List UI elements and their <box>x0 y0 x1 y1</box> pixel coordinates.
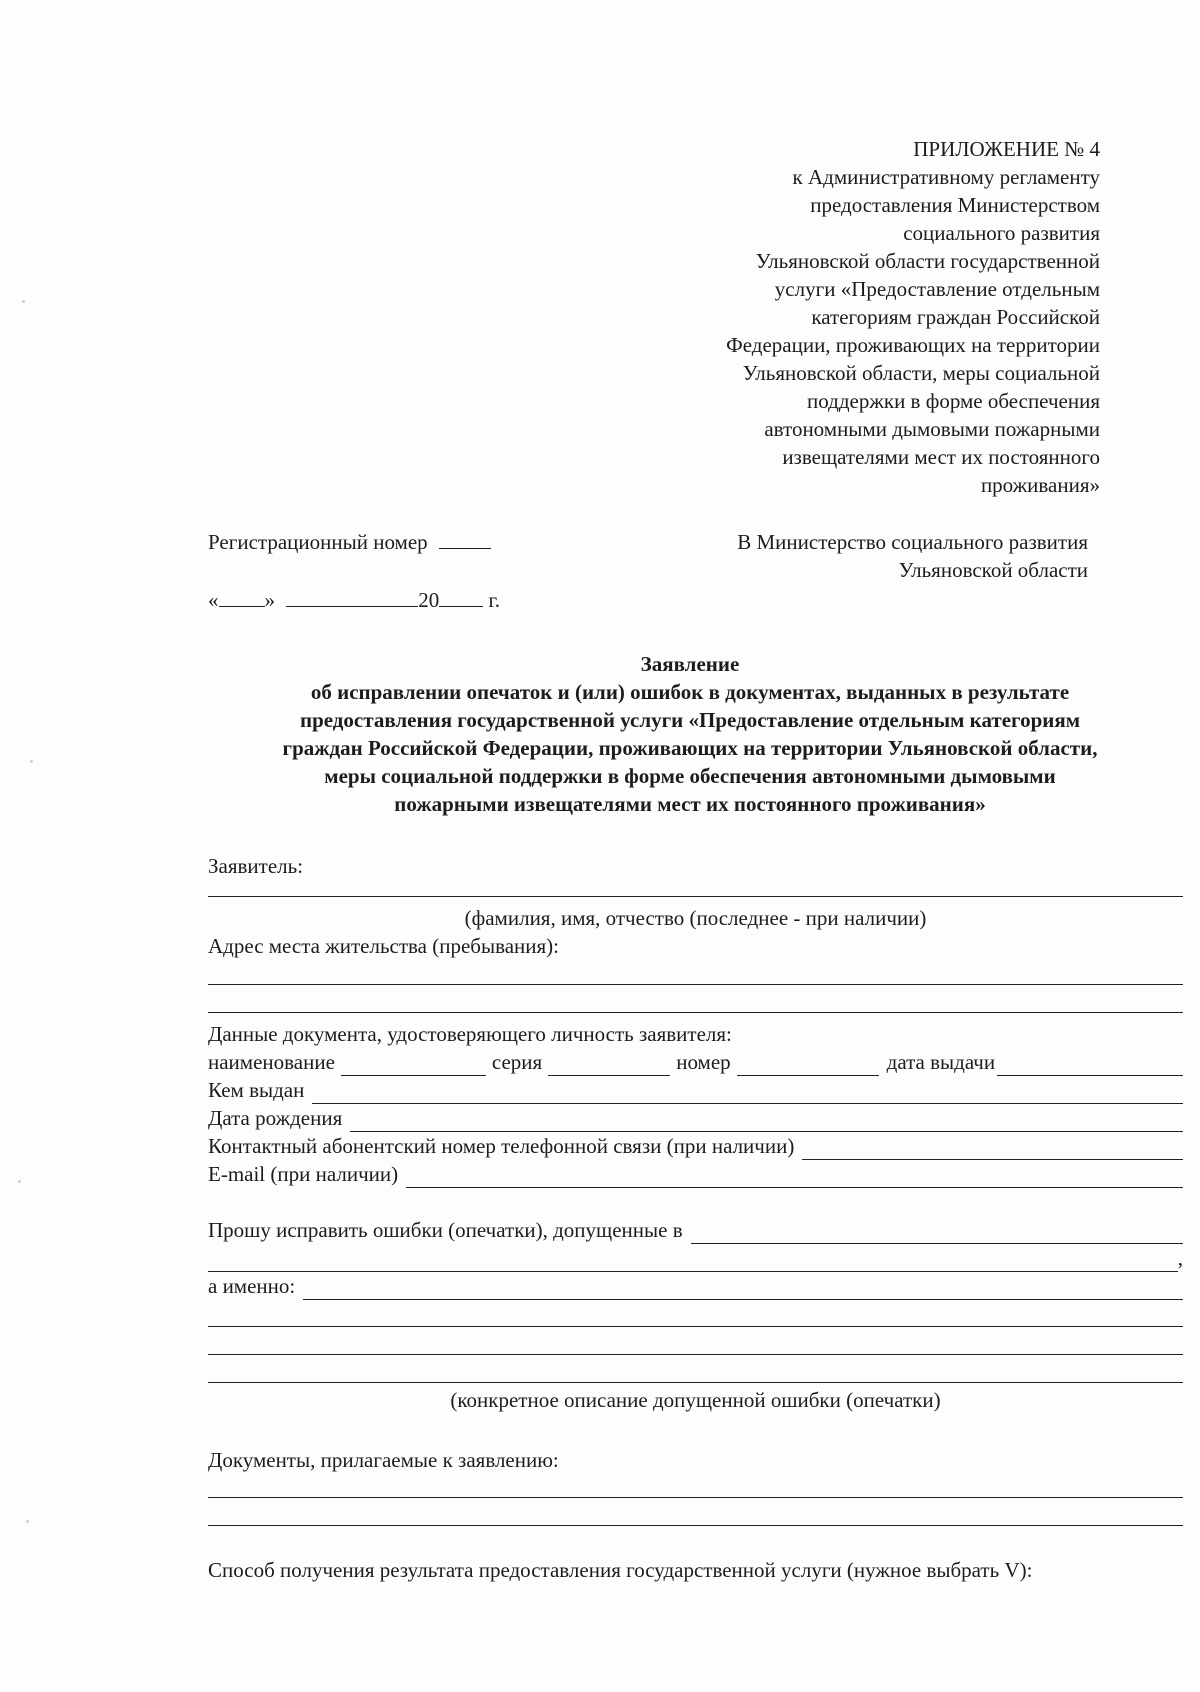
day-field[interactable] <box>219 586 265 607</box>
error-description-field[interactable] <box>303 1279 1183 1300</box>
appendix-line: к Административному регламенту <box>792 165 1100 189</box>
attachments-field[interactable] <box>208 1525 1183 1526</box>
identity-document-row <box>208 1048 1183 1076</box>
title-line: граждан Российской Федерации, проживающих на территории Ульяновской области, <box>282 736 1098 760</box>
scan-speck <box>26 1520 29 1523</box>
namely-label: а именно: <box>208 1274 296 1298</box>
month-field[interactable] <box>286 586 418 607</box>
issue-date-label: дата выдачи <box>886 1050 996 1074</box>
scan-speck <box>18 1180 21 1183</box>
registration-number-field[interactable] <box>439 528 491 549</box>
error-description-field[interactable] <box>208 1382 1183 1383</box>
date-close-quote: » <box>264 588 275 612</box>
attachments-field[interactable] <box>208 1497 1183 1498</box>
birth-date-row <box>208 1104 1183 1132</box>
request-document-field[interactable] <box>691 1223 1183 1244</box>
year-field[interactable] <box>439 586 483 607</box>
appendix-line: услуги «Предоставление отдельным <box>774 277 1100 301</box>
error-description-field[interactable] <box>208 1326 1183 1327</box>
document-title <box>200 650 1180 818</box>
phone-field[interactable] <box>802 1139 1183 1160</box>
registration-label: Регистрационный номер <box>208 530 428 554</box>
namely-row <box>208 1272 1183 1300</box>
appendix-header <box>580 135 1100 499</box>
document-name-label: наименование <box>208 1050 335 1074</box>
request-comma: , <box>1177 1246 1183 1270</box>
address-field[interactable] <box>208 984 1183 985</box>
scan-speck <box>22 300 25 303</box>
attachments-label: Документы, прилагаемые к заявлению: <box>208 1448 559 1472</box>
birth-date-label: Дата рождения <box>208 1106 343 1130</box>
number-label: номер <box>676 1050 731 1074</box>
scan-speck <box>30 760 33 763</box>
appendix-line: ПРИЛОЖЕНИЕ № 4 <box>913 137 1100 161</box>
issued-by-row <box>208 1076 1183 1104</box>
addressee-line: Ульяновской области <box>898 558 1088 582</box>
identity-heading: Данные документа, удостоверяющего личность заявителя: <box>208 1022 732 1046</box>
request-row <box>208 1216 1183 1244</box>
phone-row <box>208 1132 1183 1160</box>
appendix-line: Ульяновской области государственной <box>755 249 1100 273</box>
appendix-line: поддержки в форме обеспечения <box>807 389 1100 413</box>
document-name-field[interactable] <box>341 1055 486 1076</box>
error-description-hint: (конкретное описание допущенной ошибки (опечатки) <box>450 1388 941 1412</box>
phone-label: Контактный абонентский номер телефонной связи (при наличии) <box>208 1134 795 1158</box>
appendix-line: категориям граждан Российской <box>811 305 1100 329</box>
year-suffix: г. <box>488 588 500 612</box>
email-row <box>208 1160 1183 1188</box>
appendix-line: проживания» <box>980 473 1100 497</box>
registration-number <box>208 528 491 556</box>
title-line: меры социальной поддержки в форме обеспечения автономными дымовыми <box>324 764 1056 788</box>
title-line: пожарными извещателями мест их постоянного проживания» <box>394 792 986 816</box>
addressee-line: В Министерство социального развития <box>737 530 1088 554</box>
series-field[interactable] <box>548 1055 670 1076</box>
addressee <box>737 528 1088 584</box>
date-line <box>208 586 500 614</box>
request-document-field-continued[interactable] <box>208 1251 1178 1272</box>
applicant-name-hint: (фамилия, имя, отчество (последнее - при наличии) <box>464 906 927 930</box>
appendix-line: извещателями мест их постоянного <box>782 445 1100 469</box>
applicant-label: Заявитель: <box>208 854 304 878</box>
birth-date-field[interactable] <box>350 1111 1183 1132</box>
request-continuation-row <box>208 1244 1183 1272</box>
address-label: Адрес места жительства (пребывания): <box>208 934 560 958</box>
appendix-line: Федерации, проживающих на территории <box>726 333 1100 357</box>
number-field[interactable] <box>737 1055 879 1076</box>
request-label: Прошу исправить ошибки (опечатки), допущенные в <box>208 1218 683 1242</box>
issued-by-field[interactable] <box>312 1083 1183 1104</box>
issued-by-label: Кем выдан <box>208 1078 305 1102</box>
date-open-quote: « <box>208 588 219 612</box>
title-line: об исправлении опечаток и (или) ошибок в документах, выданных в результате <box>310 680 1070 704</box>
applicant-name-field[interactable] <box>208 896 1183 897</box>
appendix-line: автономными дымовыми пожарными <box>764 417 1100 441</box>
title-line: предоставления государственной услуги «Предоставление отдельным категориям <box>299 708 1081 732</box>
email-field[interactable] <box>406 1167 1183 1188</box>
series-label: серия <box>491 1050 543 1074</box>
issue-date-field[interactable] <box>997 1055 1183 1076</box>
title-line: Заявление <box>640 652 740 676</box>
delivery-method-label: Способ получения результата предоставления государственной услуги (нужное выбрать V): <box>208 1558 1033 1582</box>
year-prefix: 20 <box>418 588 440 612</box>
appendix-line: социального развития <box>903 221 1100 245</box>
appendix-line: Ульяновской области, меры социальной <box>742 361 1100 385</box>
appendix-line: предоставления Министерством <box>810 193 1100 217</box>
address-field[interactable] <box>208 1012 1183 1013</box>
error-description-field[interactable] <box>208 1354 1183 1355</box>
email-label: E-mail (при наличии) <box>208 1162 399 1186</box>
